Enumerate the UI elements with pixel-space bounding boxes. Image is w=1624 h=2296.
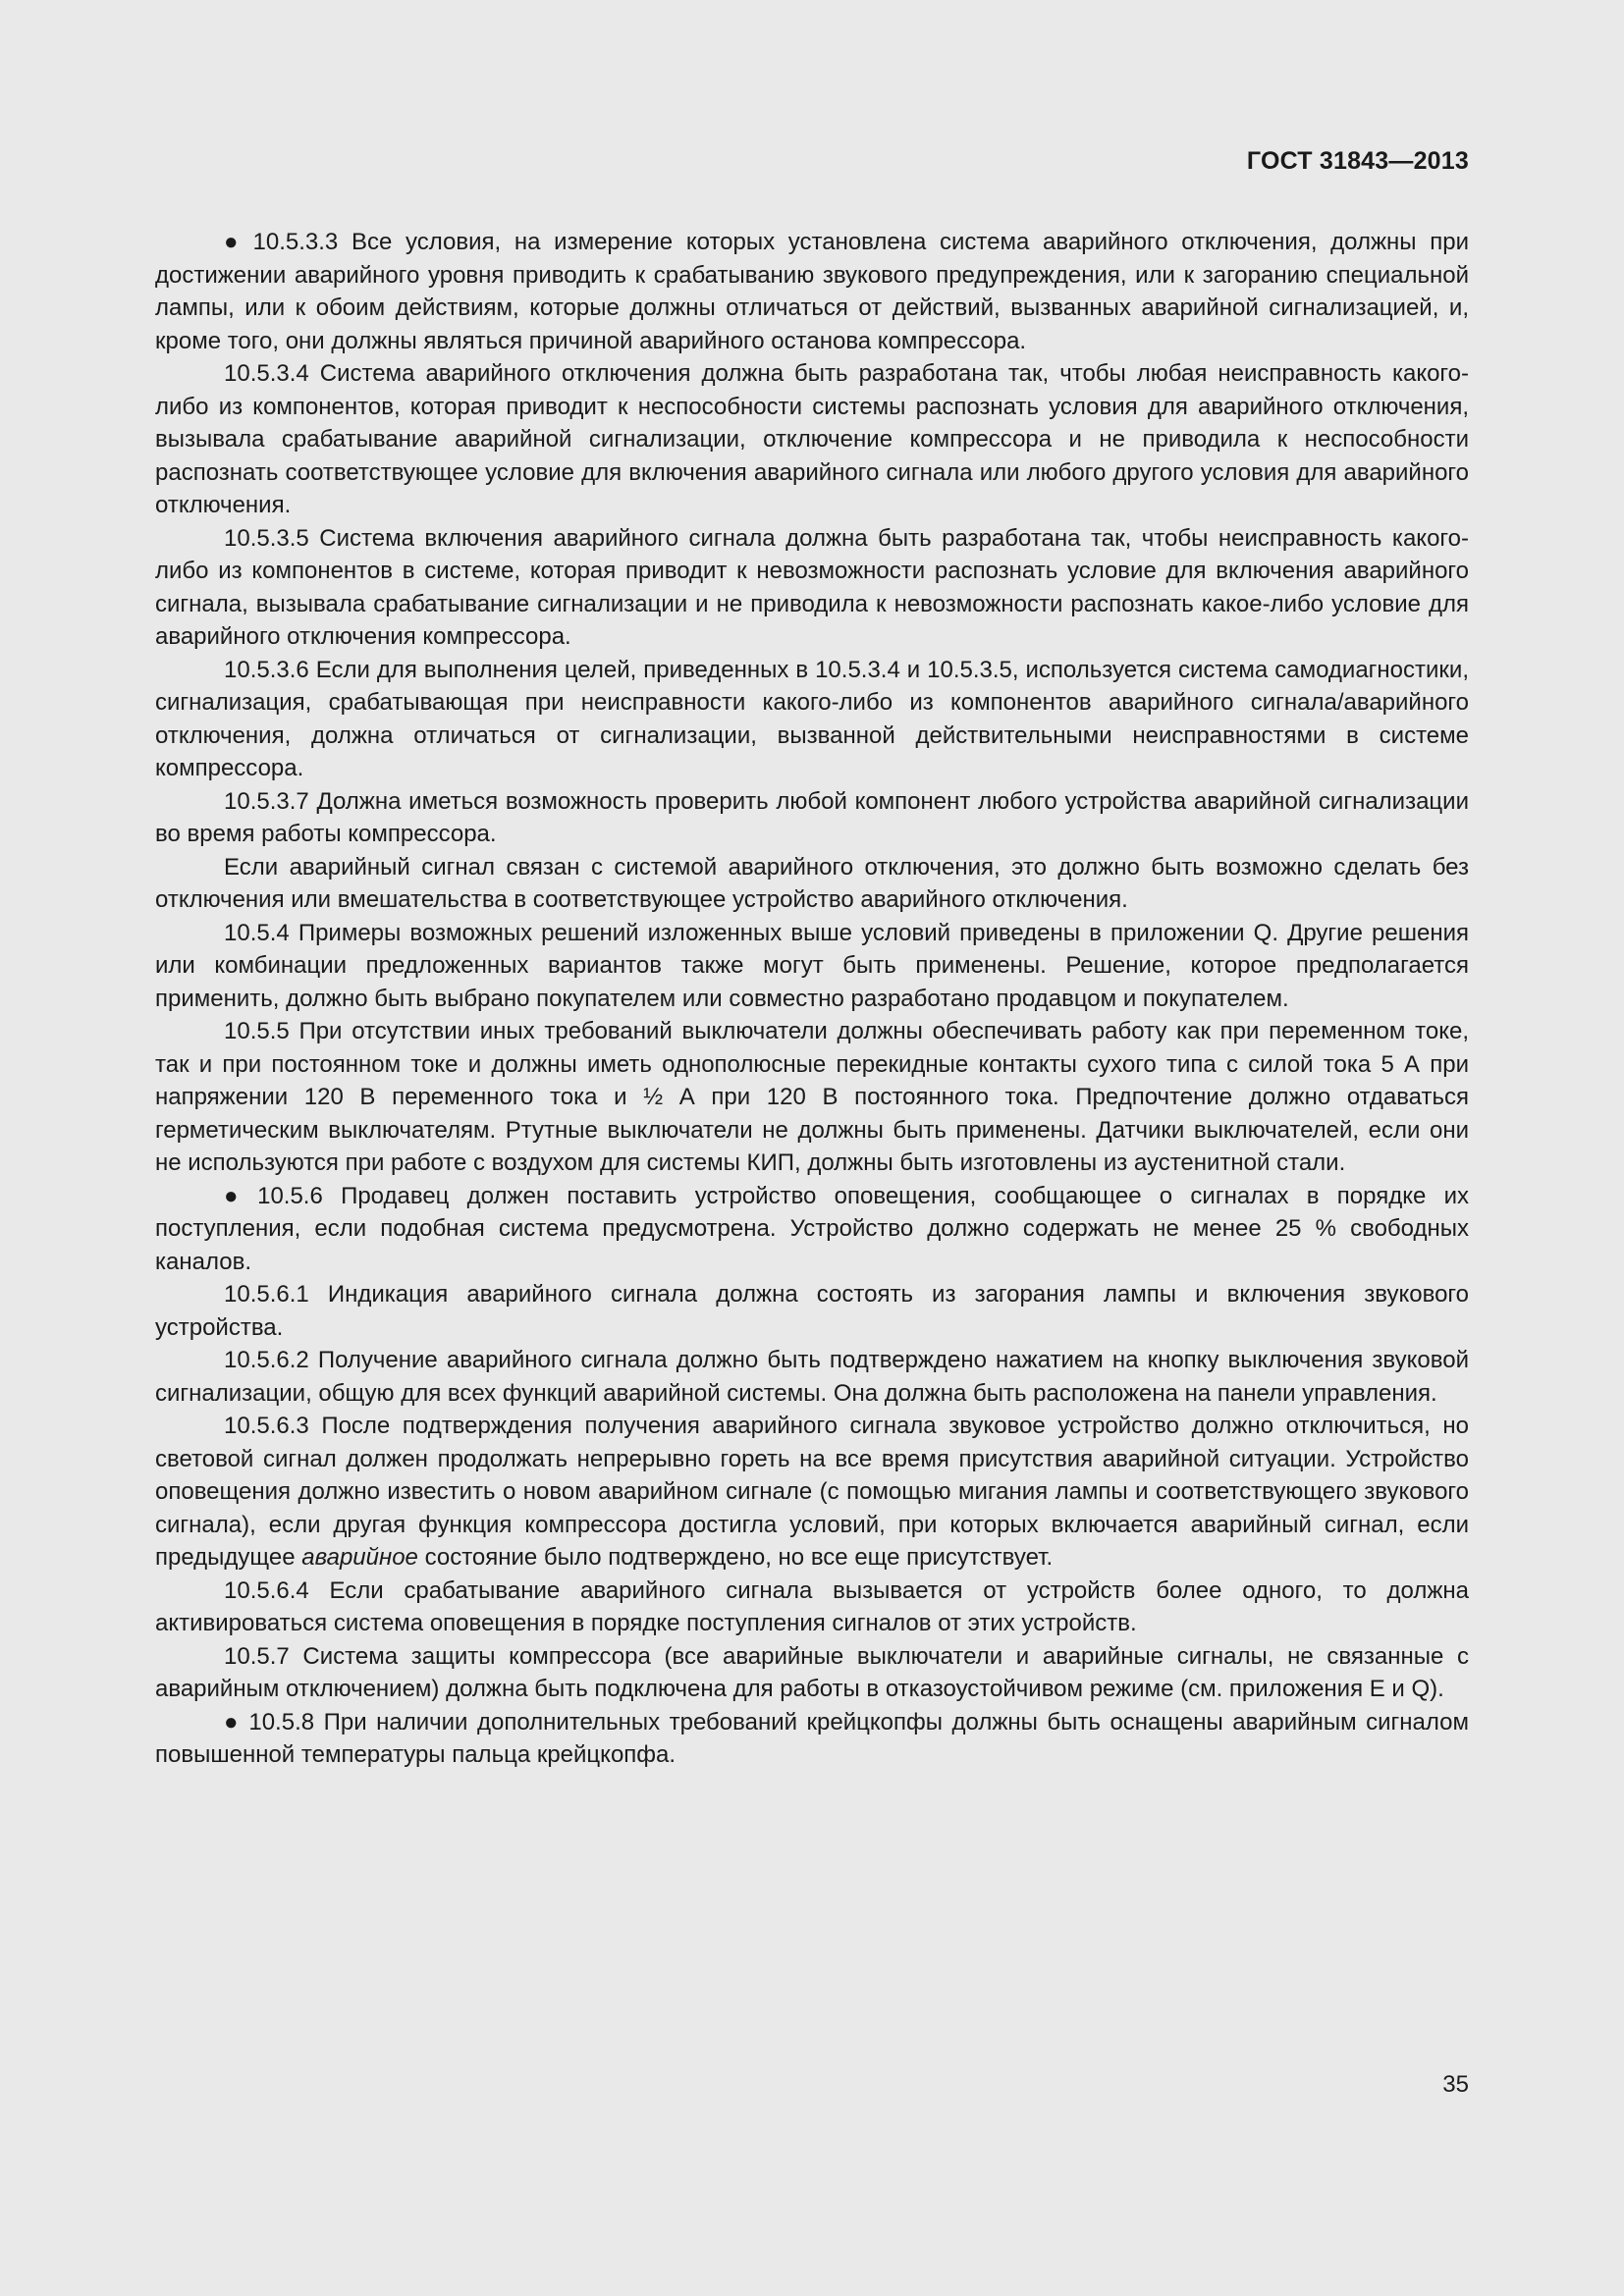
paragraph-10-5-4 xyxy=(155,917,1469,1016)
paragraph-10-5-6-3 xyxy=(155,1410,1469,1575)
paragraph-10-5-6 xyxy=(155,1180,1469,1279)
italic-term: аварийное xyxy=(301,1544,418,1571)
paragraph-10-5-6-4 xyxy=(155,1575,1469,1640)
paragraph-text: 10.5.6.4 Если срабатывание аварийного сигнала вызывается от устройств более одного, то должна активироваться система оповещения в порядке поступления сигналов от этих устройств. xyxy=(155,1576,1469,1636)
paragraph-10-5-3-4 xyxy=(155,357,1469,522)
paragraph-text: 10.5.7 Система защиты компрессора (все аварийные выключатели и аварийные сигналы, не связанные с аварийным отключением) должна быть подключена для работы в отказоустойчивом режиме (см. приложения Е и Q). xyxy=(155,1642,1469,1702)
paragraph-text: 10.5.4 Примеры возможных решений изложенных выше условий приведены в приложении Q. Другие решения или комбинации предложенных вариантов также могут быть применены. Решение, которое предполагается применить, должно быть выбрано покупателем или совместно разработано продавцом и покупателем. xyxy=(155,919,1469,1012)
paragraph-text: 10.5.3.4 Система аварийного отключения должна быть разработана так, чтобы любая неисправность какого-либо из компонентов, которая приводит к неспособности системы распознать условия для аварийного отключения, вызывала срабатывание аварийной сигнализации, отключение компрессора и не приводила к неспособности распознать соответствующее условие для включения аварийного сигнала или любого другого условия для аварийного отключения. xyxy=(155,360,1469,518)
document-body xyxy=(155,226,1469,1772)
bullet-marker: ● xyxy=(224,1708,242,1735)
paragraph-10-5-6-2 xyxy=(155,1344,1469,1410)
paragraph-10-5-3-6 xyxy=(155,654,1469,785)
paragraph-text: 10.5.3.6 Если для выполнения целей, приведенных в 10.5.3.4 и 10.5.3.5, используется система самодиагностики, сигнализация, срабатывающая при неисправности какого-либо из компонентов аварийного сигнала/аварийного отключения, должна отличаться от сигнализации, вызванной действительными неисправностями в системе компрессора. xyxy=(155,656,1469,781)
bullet-marker: ● xyxy=(224,229,245,255)
paragraph-alarm-shutdown-note xyxy=(155,851,1469,917)
paragraph-text: 10.5.6.3 После подтверждения получения аварийного сигнала звуковое устройство должно отключиться, но световой сигнал должен продолжать непрерывно гореть на все время присутствия аварийной ситуации. Устройство оповещения должно известить о новом аварийном сигнале (с помощью мигания лампы и соответствующего звукового сигнала), если другая функция компрессора достигла условий, при которых включается аварийный сигнал, если предыдущее xyxy=(155,1413,1469,1571)
document-header: ГОСТ 31843—2013 xyxy=(1246,147,1469,175)
paragraph-text: 10.5.5 При отсутствии иных требований выключатели должны обеспечивать работу как при переменном токе, так и при постоянном токе и должны иметь однополюсные перекидные контакты сухого типа с силой тока 5 А при напряжении 120 В переменного тока и ½ А при 120 В постоянного тока. Предпочтение должно отдаваться герметическим выключателям. Ртутные выключатели не должны быть применены. Датчики выключателей, если они не используются при работе с воздухом для системы КИП, должны быть изготовлены из аустенитной стали. xyxy=(155,1018,1469,1176)
paragraph-10-5-3-5 xyxy=(155,522,1469,654)
paragraph-10-5-6-1 xyxy=(155,1278,1469,1344)
paragraph-text: Если аварийный сигнал связан с системой аварийного отключения, это должно быть возможно сделать без отключения или вмешательства в соответствующее устройство аварийного отключения. xyxy=(155,853,1469,913)
paragraph-10-5-3-7 xyxy=(155,785,1469,851)
bullet-marker: ● xyxy=(224,1182,250,1209)
paragraph-10-5-8 xyxy=(155,1706,1469,1772)
page-number: 35 xyxy=(1442,2071,1469,2098)
paragraph-text-continued: состояние было подтверждено, но все еще присутствует. xyxy=(417,1544,1054,1571)
paragraph-text: 10.5.3.5 Система включения аварийного сигнала должна быть разработана так, чтобы неисправность какого-либо из компонентов в системе, которая приводит к невозможности распознать условие для включения аварийного сигнала, вызывала срабатывание сигнализации и не приводила к невозможности распознать какое-либо условие для аварийного отключения компрессора. xyxy=(155,524,1469,650)
paragraph-text: 10.5.6 Продавец должен поставить устройство оповещения, сообщающее о сигналах в порядке их поступления, если подобная система предусмотрена. Устройство должно содержать не менее 25 % свободных каналов. xyxy=(155,1182,1469,1275)
paragraph-text: 10.5.3.7 Должна иметься возможность проверить любой компонент любого устройства аварийной сигнализации во время работы компрессора. xyxy=(155,787,1469,847)
paragraph-text: 10.5.6.1 Индикация аварийного сигнала должна состоять из загорания лампы и включения звукового устройства. xyxy=(155,1281,1469,1341)
paragraph-text: 10.5.6.2 Получение аварийного сигнала должно быть подтверждено нажатием на кнопку выключения звуковой сигнализации, общую для всех функций аварийной системы. Она должна быть расположена на панели управления. xyxy=(155,1347,1469,1407)
paragraph-text: 10.5.3.3 Все условия, на измерение которых установлена система аварийного отключения, должны при достижении аварийного уровня приводить к срабатыванию звукового предупреждения, или к загоранию специальной лампы, или к обоим действиям, которые должны отличаться от действий, вызванных аварийной сигнализацией, и, кроме того, они должны являться причиной аварийного останова компрессора. xyxy=(155,229,1470,354)
paragraph-10-5-3-3 xyxy=(155,226,1469,357)
paragraph-10-5-7 xyxy=(155,1640,1469,1706)
paragraph-10-5-5 xyxy=(155,1015,1469,1180)
paragraph-text: 10.5.8 При наличии дополнительных требований крейцкопфы должны быть оснащены аварийным сигналом повышенной температуры пальца крейцкопфа. xyxy=(155,1708,1469,1768)
